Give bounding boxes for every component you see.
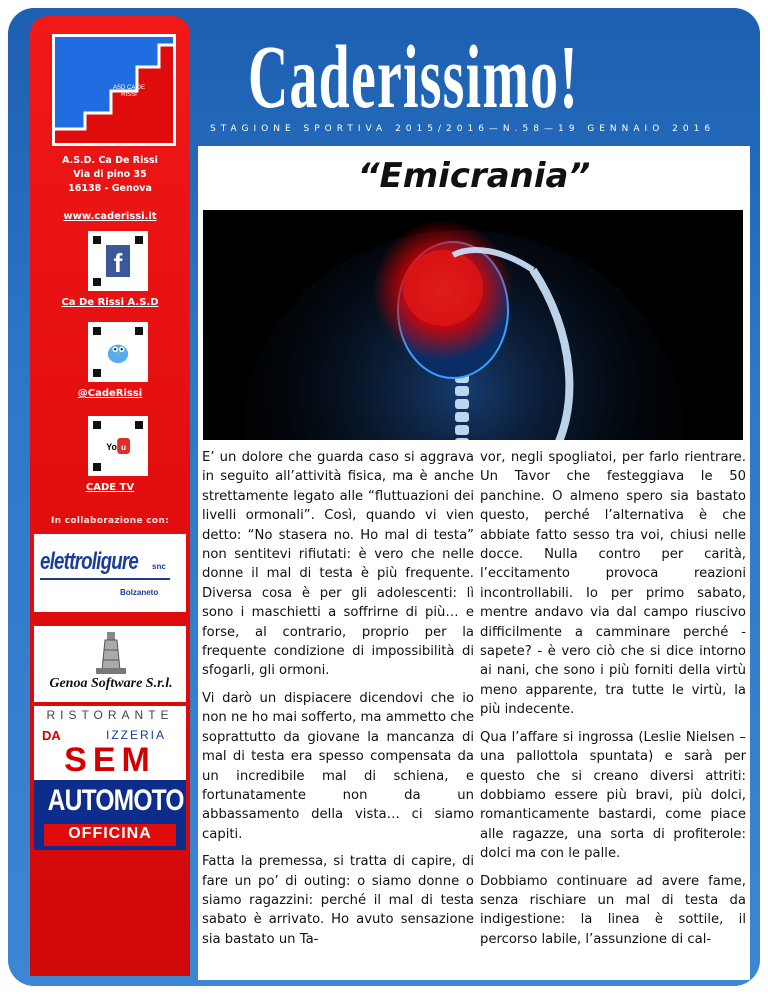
sponsor-2-name: Genoa Software S.r.l. [49,676,173,691]
col2-paragraph-2: Qua l’affare si ingrossa (Leslie Nielsen – una pallottola spuntata) e sarà per questo che si creano diversi attriti: dobbiamo essere più bravi, più dolci, romanticamente bastardi, come piace alle ragazze, una sorta di profiterole: dolci ma con le palle. [480,729,746,862]
page-frame [8,8,760,986]
sponsor-1-name: elettroligure [40,548,139,575]
twitter-label[interactable]: @CadeRissi [77,388,143,399]
article-headline: “Emicrania” [357,156,591,196]
col2-paragraph-1: vor, negli spogliatoi, per farlo rientrare. Un Tavor che festeggiava le 50 panchine. O almeno spero sia bastato questo, perché l’alternativa è che abbiate fatto sesso tra voi, chiusi nelle docce. Nulla contro per carità, l’eccitamento provoca reazioni incontrollabili. Io per primo sabato, mentre andavo via dal campo riuscivo difficilmente a camminare perché - sapete? - è vero ciò che si dice intorno ai nani, che sono i più forniti della virtù meno apparente, tra tutte le virtù, la più indecente. [480,450,746,718]
sponsor-4-name: AUTOMOTO [47,784,184,817]
lighthouse-icon [94,628,128,674]
svg-text:Yo: Yo [106,442,117,452]
club-address [30,154,190,196]
sponsor-3-pizzeria: IZZERIA [106,728,167,742]
col1-paragraph-2: Vi darò un dispiacere dicendovi che io non ne ho mai sofferto, ma ammetto che soprattutto da giovane la mancanza di mal di testa era spesso compensata da un incredibile mal di schiena, e fortunatamente non da un abbassamento della vista… ci siamo capiti. [202,690,474,842]
sponsor-ristorante-sem[interactable] [34,706,186,780]
sponsor-3-da: DA [42,728,61,743]
sponsor-1-suffix: snc [152,562,166,571]
sponsor-4-sub: OFFICINA [68,825,152,842]
facebook-label[interactable]: Ca De Rissi A.S.D [61,297,159,308]
svg-text:u: u [121,443,127,452]
twitter-bird-icon [106,336,130,368]
sponsor-elettroligure[interactable] [34,534,186,612]
facebook-icon [106,245,130,277]
newsletter-title: Caderissimo! [248,28,580,127]
col1-paragraph-1: E’ un dolore che guarda caso si aggrava in seguito all’attività fisica, ma è anche strettamente legato alle “fluttuazioni dei livelli ormonali”. Così, quando vi vien detto: “No stasera no. Ho mal di testa” non sentitevi rifiutati: è vero che nelle donne il mal di testa è più frequente. Diversa cosa è per gli adolescenti: lì sono i maschietti a soffrirne di più… e forse, al contrario, proprio per la frequente condizione di impossibilità di sfogarli, gli ormoni. [202,450,474,679]
youtube-icon [106,430,130,462]
website-link[interactable]: www.caderissi.it [63,211,157,222]
col1-paragraph-3: Fatta la premessa, si tratta di capire, di fare un po’ di outing: o siamo donne o siamo ragazzini: perché il mal di testa sabato è arrivato. Ho avuto sensazione sia bastato un Ta- [202,854,474,947]
svg-text:f: f [113,248,123,277]
club-city: 16138 - Genova [68,183,152,194]
collaboration-label: In collaborazione con: [50,516,170,526]
youtube-label[interactable]: CADE TV [85,482,135,493]
sponsor-genoa-software[interactable] [34,626,186,702]
sponsor-1-place: Bolzaneto [120,588,159,597]
club-street: Via di pino 35 [73,169,147,180]
twitter-qr-code[interactable] [88,322,148,382]
sponsor-3-sem: SEM [64,741,156,779]
logo-text: ASD CA DE RISSI [112,85,145,98]
facebook-qr-code[interactable] [88,231,148,291]
club-name: A.S.D. Ca De Rissi [62,155,158,166]
article-column-1 [202,448,474,957]
article-column-2 [480,448,746,957]
club-logo [52,34,176,146]
season-issue-line: STAGIONE SPORTIVA 2015/2016—N.58—19 GENNAIO 2016 [210,124,716,134]
youtube-qr-code[interactable] [88,416,148,476]
col2-paragraph-3: Dobbiamo continuare ad avere fame, senza rischiare un mal di testa da indigestione: la linea è sottile, il percorso labile, l’assunzione di cal- [480,873,746,947]
article-body [198,440,750,980]
sponsor-3-top: RISTORANTE [46,708,174,722]
sidebar [30,16,190,976]
sponsor-automoto[interactable] [34,780,186,850]
